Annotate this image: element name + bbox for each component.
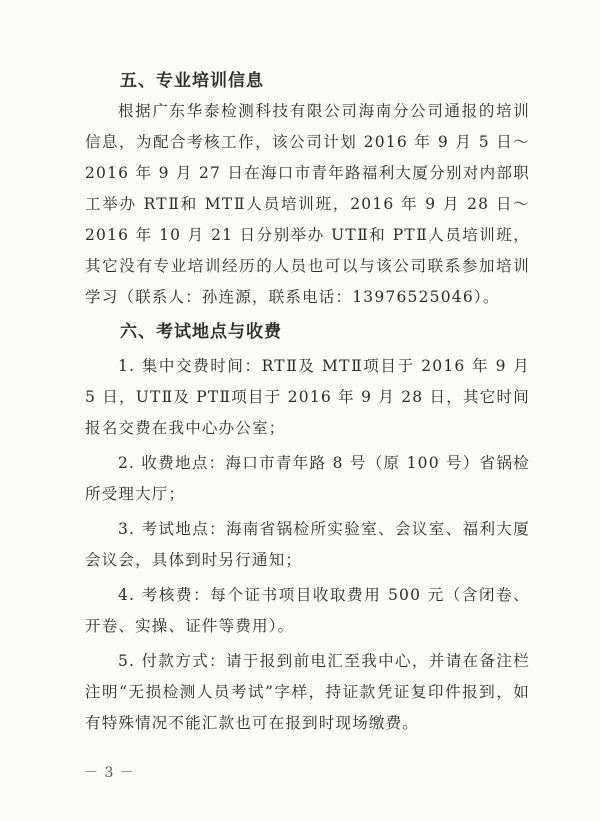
list-item-exam-fee: 4. 考核费：每个证书项目收取费用 500 元（含闭卷、开卷、实操、证件等费用）。 [85, 586, 530, 635]
list-item-payment-method: 5. 付款方式：请于报到前电汇至我中心，并请在备注栏注明“无损检测人员考试”字样，持证款凭证复印件报到，如有特殊情况不能汇款也可在报到时现场缴费。 [85, 652, 530, 732]
list-item-exam-location: 3. 考试地点：海南省锅检所实验室、会议室、福利大厦会议会，具体到时另行通知； [85, 520, 530, 569]
list-item-payment-location: 2. 收费地点：海口市青年路 8 号（原 100 号）省锅检所受理大厅； [85, 454, 530, 503]
page-number: － 3 － [84, 765, 135, 781]
section-heading-exam-fees: 六、考试地点与收费 [120, 322, 282, 342]
training-info-paragraph: 根据广东华泰检测科技有限公司海南分公司通报的培训信息，为配合考核工作，该公司计划 2016 年 9 月 5 日～2016 年 9 月 27 日在海口市青年路福利大厦分别对内部职工举办 RTⅡ和 MTⅡ人员培训班，2016 年 9 月 28 日～2016 年 10 月 21 日分别举办 UTⅡ和 PTⅡ人员培训班，其它没有专业培训经历的人员也可以与该公司联系参加培训学习（联系人：孙连源，联系电话：13976525046）。 [85, 102, 530, 306]
list-item-payment-time: 1. 集中交费时间：RTⅡ及 MTⅡ项目于 2016 年 9 月 5 日，UTⅡ及 PTⅡ项目于 2016 年 9 月 28 日，其它时间报名交费在我中心办公室； [85, 357, 530, 437]
section-heading-training: 五、专业培训信息 [120, 71, 264, 91]
